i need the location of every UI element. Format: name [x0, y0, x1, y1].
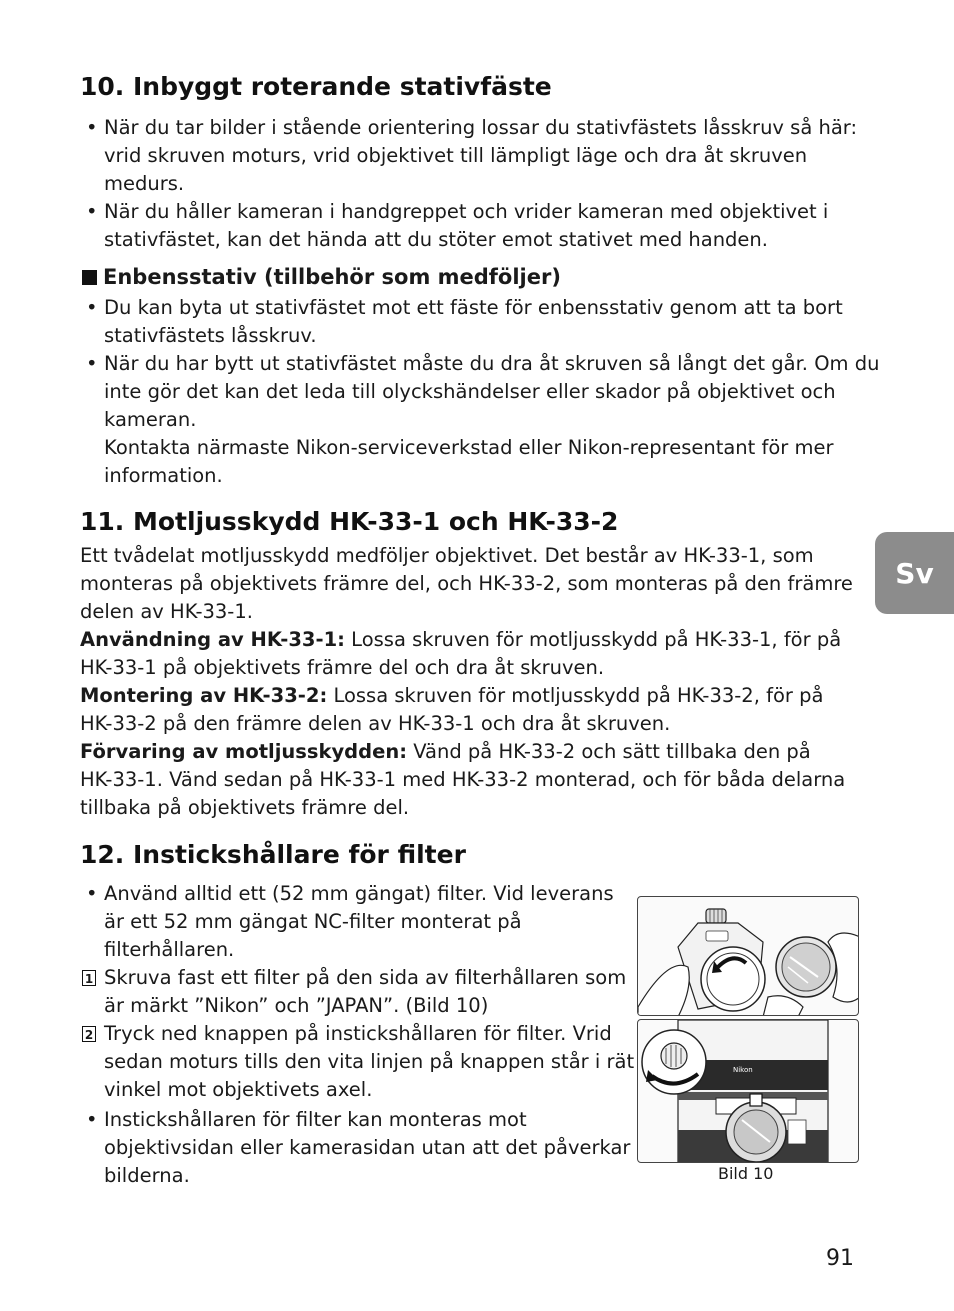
text-line: Instickshållaren för filter kan monteras mot [104, 1108, 527, 1131]
text-line: tillbaka på objektivets främre del. [80, 796, 410, 819]
text-line: När du håller kameran i handgreppet och vrider kameran med objektivet i [104, 200, 829, 223]
step-number-1: 1 [82, 970, 96, 986]
page-number: 91 [826, 1246, 854, 1271]
text-line: är märkt ”Nikon” och ”JAPAN”. (Bild 10) [104, 994, 489, 1017]
bullet-marker: • [86, 882, 98, 905]
text-line: information. [104, 464, 223, 487]
text-line: Använd alltid ett (52 mm gängat) filter. Vid leverans [104, 882, 614, 905]
section-12-heading: 12. Instickshållare för filter [80, 840, 466, 869]
text-line: När du tar bilder i stående orientering lossar du stativfästets låsskruv så här: [104, 116, 858, 139]
lens-brand-text: Nikon [733, 1066, 753, 1074]
figure-10-bottom-illustration [637, 1019, 859, 1163]
text-line: filterhållaren. [104, 938, 235, 961]
use-text: Lossa skruven för motljusskydd på HK-33-1, för på [344, 628, 842, 651]
text-line: stativfästet, kan det hända att du stöter emot stativet med handen. [104, 228, 768, 251]
text-line: Skruva fast ett filter på den sida av filterhållaren som [104, 966, 627, 989]
text-line [80, 626, 841, 654]
language-tab-label: Sv [895, 556, 934, 590]
text-line: objektivsidan eller kamerasidan utan att det påverkar [104, 1136, 631, 1159]
mount-label: Montering av HK-33-2: [80, 684, 328, 707]
text-line: vrid skruven moturs, vrid objektivet till lämpligt läge och dra åt skruven [104, 144, 808, 167]
text-line: kameran. [104, 408, 197, 431]
subheading-text: Enbensstativ (tillbehör som medföljer) [103, 265, 561, 289]
filter-holder-illustration [638, 897, 859, 1016]
text-line: stativfästets låsskruv. [104, 324, 317, 347]
section-11-heading: 11. Motljusskydd HK-33-1 och HK-33-2 [80, 507, 619, 536]
text-line: Tryck ned knappen på instickshållaren för filter. Vrid [104, 1022, 612, 1045]
text-line: HK-33-2 på den främre delen av HK-33-1 och dra åt skruven. [80, 712, 671, 735]
bullet-marker: • [86, 116, 98, 139]
square-bullet-icon [82, 270, 97, 285]
figure-10-top-illustration [637, 896, 859, 1016]
text-line: HK-33-1 på objektivets främre del och dra åt skruven. [80, 656, 605, 679]
monopod-subheading [82, 263, 561, 291]
text-line: inte gör det kan det leda till olyckshändelser eller skador på objektivet och [104, 380, 836, 403]
store-text: Vänd på HK-33-2 och sätt tillbaka den på [407, 740, 811, 763]
text-line [80, 738, 811, 766]
text-line: vinkel mot objektivets axel. [104, 1078, 373, 1101]
bullet-marker: • [86, 200, 98, 223]
text-line: När du har bytt ut stativfästet måste du dra åt skruven så långt det går. Om du [104, 352, 880, 375]
bullet-marker: • [86, 296, 98, 319]
lens-filter-slot-illustration [638, 1020, 859, 1163]
text-line [80, 682, 823, 710]
text-line: bilderna. [104, 1164, 190, 1187]
text-line: monteras på objektivets främre del, och HK-33-2, som monteras på den främre [80, 572, 853, 595]
text-line: sedan moturs tills den vita linjen på knappen står i rät [104, 1050, 635, 1073]
bullet-marker: • [86, 1108, 98, 1131]
section-10-heading: 10. Inbyggt roterande stativfäste [80, 72, 552, 101]
mount-text: Lossa skruven för motljusskydd på HK-33-2, för på [327, 684, 824, 707]
figure-caption: Bild 10 [718, 1164, 774, 1183]
text-line: Du kan byta ut stativfästet mot ett fäste för enbensstativ genom att ta bort [104, 296, 843, 319]
text-line: HK-33-1. Vänd sedan på HK-33-1 med HK-33-2 monterad, och för båda delarna [80, 768, 846, 791]
text-line: Kontakta närmaste Nikon-serviceverkstad eller Nikon-representant för mer [104, 436, 834, 459]
text-line: Ett tvådelat motljusskydd medföljer objektivet. Det består av HK-33-1, som [80, 544, 814, 567]
step-number-2: 2 [82, 1026, 96, 1042]
bullet-marker: • [86, 352, 98, 375]
text-line: är ett 52 mm gängat NC-filter monterat på [104, 910, 522, 933]
use-label: Användning av HK-33-1: [80, 628, 345, 651]
text-line: delen av HK-33-1. [80, 600, 253, 623]
text-line: medurs. [104, 172, 185, 195]
language-tab [875, 532, 954, 614]
store-label: Förvaring av motljusskydden: [80, 740, 408, 763]
